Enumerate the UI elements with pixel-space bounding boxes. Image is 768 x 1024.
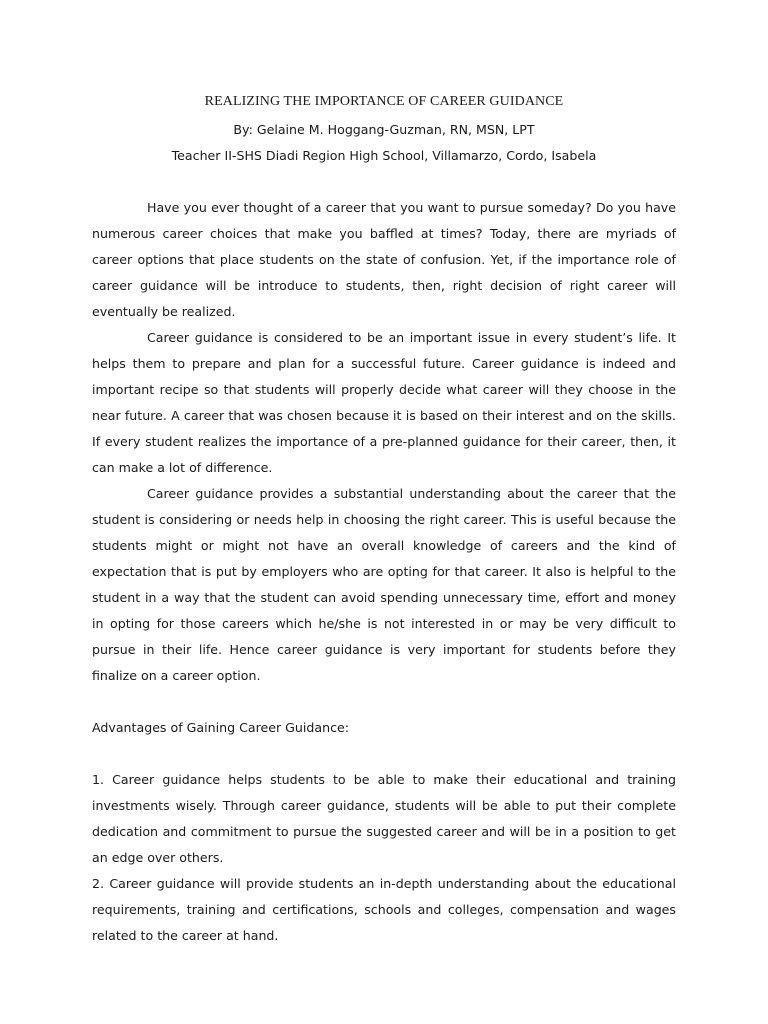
body-paragraph: Have you ever thought of a career that you want to pursue someday? Do you have numerous career choices that make you baffled at times? Today, there are myriads of career options that place students on the state of confusion. Yet, if the importance role of career guidance will be introduce to students, then, right decision of right career will eventually be realized. bbox=[92, 200, 676, 319]
blank-line bbox=[92, 169, 676, 195]
document-title: REALIZING THE IMPORTANCE OF CAREER GUIDANCE bbox=[204, 94, 564, 109]
affiliation-line: Teacher II-SHS Diadi Region High School, Villamarzo, Cordo, Isabela bbox=[171, 148, 597, 163]
advantages-heading: Advantages of Gaining Career Guidance: bbox=[92, 720, 350, 735]
body-paragraph: Career guidance is considered to be an important issue in every student’s life. It helps them to prepare and plan for a successful future. Career guidance is indeed and important recipe so that students will properly decide what career will they choose in the near future. A career that was chosen because it is based on their interest and on the skills. If every student realizes the importance of a pre-planned guidance for their career, then, it can make a lot of difference. bbox=[92, 330, 676, 475]
advantage-item: 1. Career guidance helps students to be able to make their educational and training investments wisely. Through career guidance, students will be able to put their complete dedication and commitment to pursue the suggested career and will be in a position to get an edge over others. bbox=[92, 772, 676, 865]
advantage-item: 2. Career guidance will provide students an in-depth understanding about the educational requirements, training and certifications, schools and colleges, compensation and wages related to the career at hand. bbox=[92, 876, 676, 943]
author-line: By: Gelaine M. Hoggang-Guzman, RN, MSN, LPT bbox=[233, 122, 535, 137]
blank-line bbox=[92, 741, 676, 767]
body-paragraph: Career guidance provides a substantial understanding about the career that the student is considering or needs help in choosing the right career. This is useful because the students might or might not have an overall knowledge of careers and the kind of expectation that is put by employers who are opting for that career. It also is helpful to the student in a way that the student can avoid spending unnecessary time, effort and money in opting for those careers which he/she is not interested in or may be very difficult to pursue in their life. Hence career guidance is very important for students before they finalize on a career option. bbox=[92, 486, 676, 683]
blank-line bbox=[92, 689, 676, 715]
